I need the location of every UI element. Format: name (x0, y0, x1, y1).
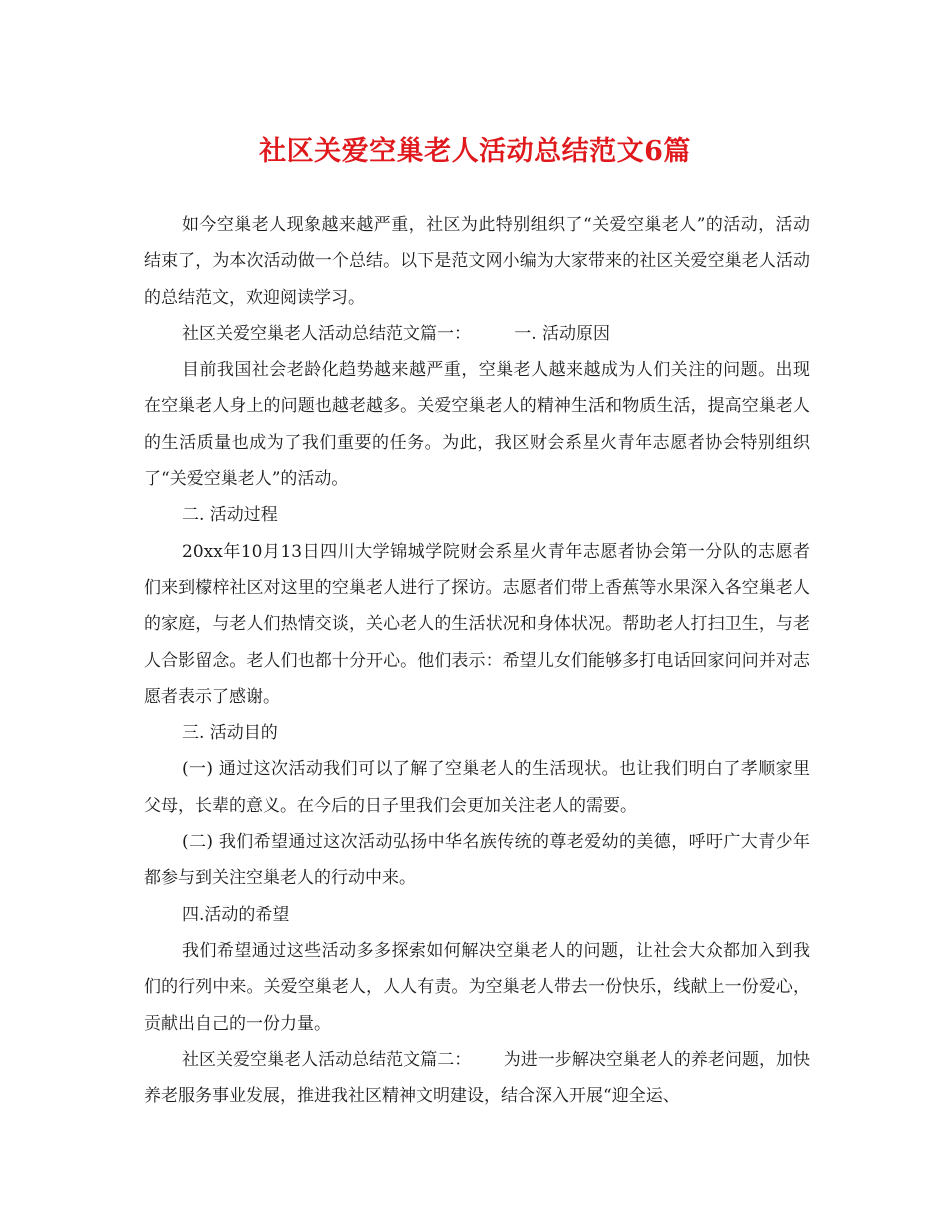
section-heading-purpose: 三. 活动目的 (182, 723, 278, 744)
activity-reason-paragraph: 目前我国社会老龄化趋势越来越严重，空巢老人越来越成为人们关注的问题。出现在空巢老人身上的问题也越老越多。关爱空巢老人的精神生活和物质生活，提高空巢老人的生活质量也成为了我们重要的任务。为此，我区财会系星火青年志愿者协会特别组织了“关爱空巢老人”的活动。 (144, 360, 810, 490)
article-one-heading: 社区关爱空巢老人活动总结范文篇一： 一. 活动原因 (182, 323, 611, 344)
purpose-item-one: (一) 通过这次活动我们可以了解了空巢老人的生活现状。也让我们明白了孝顺家里父母，长辈的意义。在今后的日子里我们会更加关注老人的需要。 (144, 759, 810, 816)
document-body (144, 207, 810, 1114)
section-heading-process: 二. 活动过程 (182, 505, 278, 526)
intro-paragraph: 如今空巢老人现象越来越严重，社区为此特别组织了“关爱空巢老人”的活动，活动结束了，为本次活动做一个总结。以下是范文网小编为大家带来的社区关爱空巢老人活动的总结范文，欢迎阅读学习。 (144, 215, 810, 308)
purpose-item-two: (二) 我们希望通过这次活动弘扬中华名族传统的尊老爱幼的美德，呼吁广大青少年都参与到关注空巢老人的行动中来。 (144, 832, 810, 889)
article-two-paragraph: 社区关爱空巢老人活动总结范文篇二： 为进一步解决空巢老人的养老问题，加快养老服务事业发展，推进我社区精神文明建设，结合深入开展“迎全运、 (144, 1049, 810, 1107)
document-title: 社区关爱空巢老人活动总结范文6篇 (259, 136, 691, 167)
section-heading-hope: 四.活动的希望 (182, 904, 290, 925)
hope-paragraph: 我们希望通过这些活动多多探索如何解决空巢老人的问题，让社会大众都加入到我们的行列中来。关爱空巢老人，人人有责。为空巢老人带去一份快乐，线献上一份爱心，贡献出自己的一份力量。 (144, 940, 810, 1034)
activity-process-paragraph: 20xx年10月13日四川大学锦城学院财会系星火青年志愿者协会第一分队的志愿者们来到檬梓社区对这里的空巢老人进行了探访。志愿者们带上香蕉等水果深入各空巢老人的家庭，与老人们热情交谈，关心老人的生活状况和身体状况。帮助老人打扫卫生，与老人合影留念。老人们也都十分开心。他们表示：希望儿女们能够多打电话回家问问并对志愿者表示了感谢。 (144, 541, 810, 707)
